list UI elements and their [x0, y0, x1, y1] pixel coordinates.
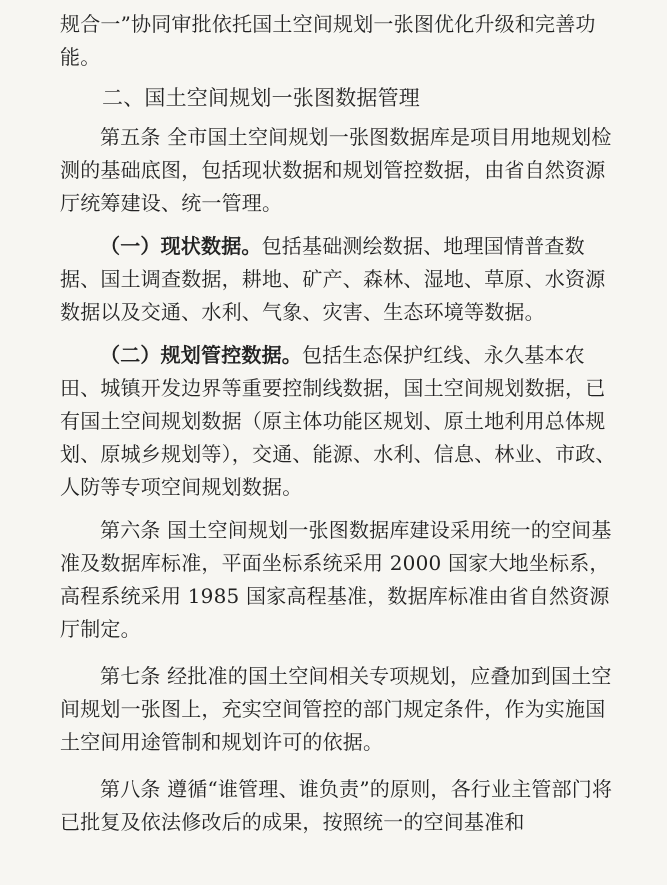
clause-current-data-lead: （一）现状数据。 [100, 234, 262, 258]
article-8: 第八条 遵循“谁管理、谁负责”的原则，各行业主管部门将已批复及依法修改后的成果，按照统一的空间基准和 [60, 777, 613, 834]
clause-current-data-text: 包括基础测绘数据、地理国情普查数据、国土调查数据，耕地、矿产、森林、湿地、草原、水资源数据以及交通、水利、气象、灾害、生态环境等数据。 [60, 234, 606, 324]
clause-current-data [60, 230, 621, 329]
article-5: 第五条 全市国土空间规划一张图数据库是项目用地规划检测的基础底图，包括现状数据和规划管控数据，由省自然资源厅统筹建设、统一管理。 [60, 125, 612, 215]
clause-planning-data [60, 339, 621, 504]
clause-planning-data-text: 包括生态保护红线、永久基本农田、城镇开发边界等重要控制线数据，国土空间规划数据，已有国土空间规划数据（原主体功能区规划、原土地利用总体规划、原城乡规划等），交通、能源、水利、信息、林业、市政、人防等专项空间规划数据。 [60, 343, 616, 499]
article-6: 第六条 国土空间规划一张图数据库建设采用统一的空间基准及数据库标准，平面坐标系统采用 2000 国家大地坐标系，高程系统采用 1985 国家高程基准，数据库标准由省自然资源厅制定。 [60, 518, 612, 641]
article-7: 第七条 经批准的国土空间相关专项规划，应叠加到国土空间规划一张图上，充实空间管控的部门规定条件，作为实施国土空间用途管制和规划许可的依据。 [60, 664, 612, 754]
section-heading: 二、国土空间规划一张图数据管理 [102, 86, 420, 110]
clause-planning-data-lead: （二）规划管控数据。 [100, 343, 302, 367]
paragraph-continuation: 规合一”协同审批依托国土空间规划一张图优化升级和完善功能。 [60, 12, 596, 69]
